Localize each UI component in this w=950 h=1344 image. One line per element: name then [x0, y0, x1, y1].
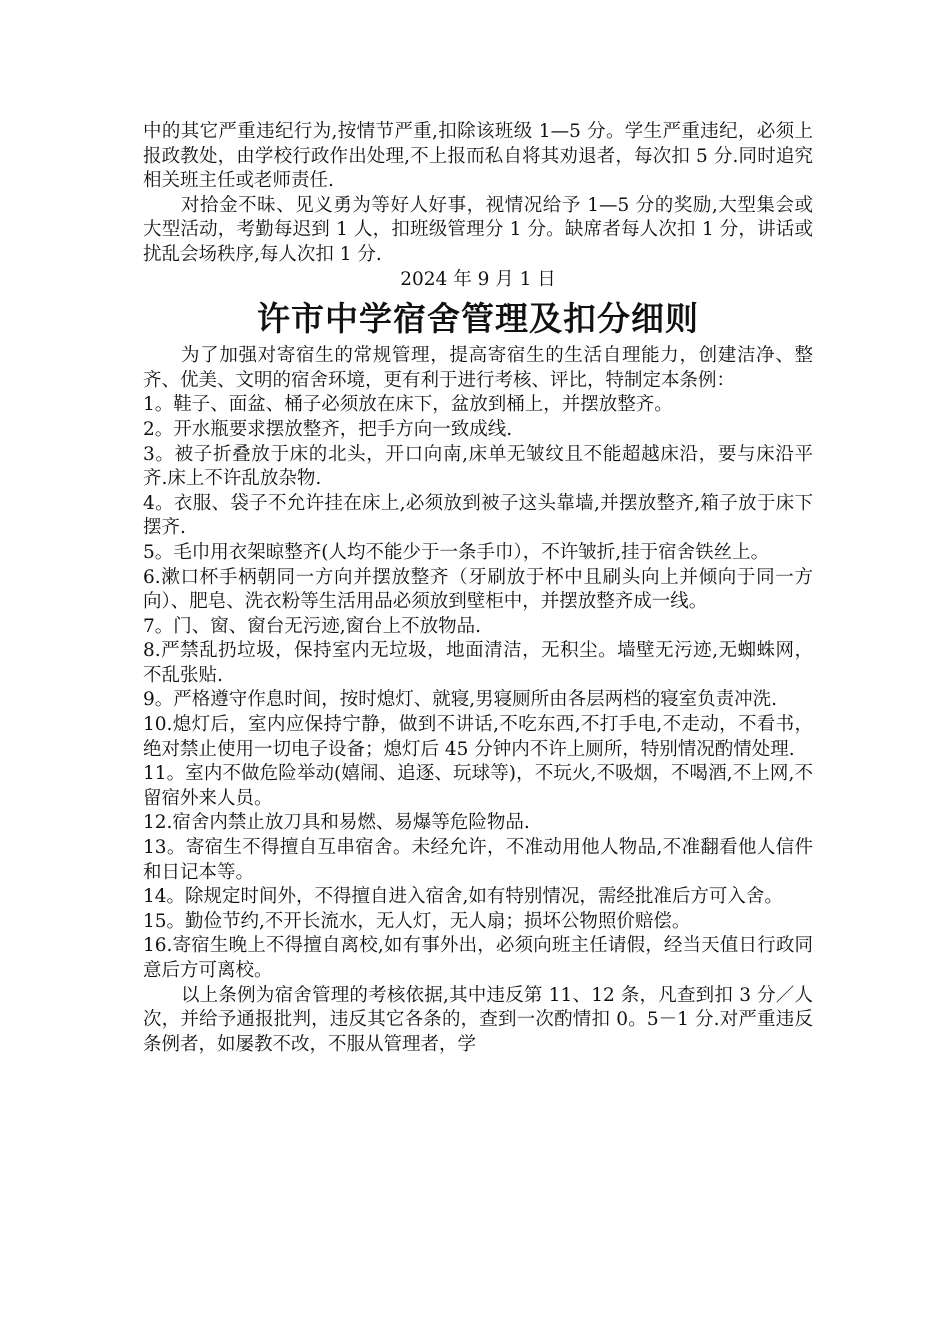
rule-item-14: 14。除规定时间外，不得擅自进入宿舍,如有特别情况，需经批准后方可入舍。	[143, 886, 783, 908]
preamble-paragraph: 为了加强对寄宿生的常规管理，提高寄宿生的生活自理能力，创建洁净、整齐、优美、文明的宿舍环境，更有利于进行考核、评比，特制定本条例：	[143, 345, 813, 391]
document-date: 2024 年 9 月 1 日	[400, 268, 556, 290]
intro-paragraph-1: 中的其它严重违纪行为,按情节严重,扣除该班级 1—5 分。学生严重违纪，必须上报政教处，由学校行政作出处理,不上报而私自将其劝退者，每次扣 5 分.同时追究相关班主任或老师责任.	[143, 121, 813, 192]
closing-paragraph: 以上条例为宿舍管理的考核依据,其中违反第 11、12 条，凡查到扣 3 分／人次，并给予通报批判，违反其它各条的，查到一次酌情扣 0。5－1 分.对严重违反条例者，如屡教不改，不服从管理者，学	[143, 984, 813, 1055]
document-title: 许市中学宿舍管理及扣分细则	[257, 299, 699, 339]
rule-item-3: 3。被子折叠放于床的北头，开口向南,床单无皱纹且不能超越床沿，要与床沿平齐.床上不许乱放杂物.	[143, 443, 813, 490]
rule-item-7: 7。门、窗、窗台无污迹,窗台上不放物品.	[143, 615, 482, 637]
document-page	[143, 120, 813, 1057]
rule-item-10: 10.熄灯后，室内应保持宁静，做到不讲话,不吃东西,不打手电,不走动，不看书，绝对禁止使用一切电子设备；熄灯后 45 分钟内不许上厕所，特别情况酌情处理.	[143, 714, 813, 760]
rule-item-12: 12.宿舍内禁止放刀具和易燃、易爆等危险物品.	[143, 812, 530, 834]
rule-item-13: 13。寄宿生不得擅自互串宿舍。未经允许，不准动用他人物品,不准翻看他人信件和日记本等。	[143, 837, 813, 883]
rule-item-1: 1。鞋子、面盆、桶子必须放在床下，盆放到桶上，并摆放整齐。	[143, 394, 673, 416]
intro-paragraph-2: 对拾金不昧、见义勇为等好人好事，视情况给予 1—5 分的奖励,大型集会或大型活动，考勤每迟到 1 人，扣班级管理分 1 分。缺席者每人次扣 1 分，讲话或扰乱会场秩序,每人次扣 1 分.	[143, 194, 813, 265]
rule-item-11: 11。室内不做危险举动(嬉闹、追逐、玩球等)，不玩火,不吸烟，不喝酒,不上网,不留宿外来人员。	[143, 763, 813, 809]
rule-item-2: 2。开水瓶要求摆放整齐，把手方向一致成线.	[143, 418, 513, 440]
rules-list	[143, 393, 813, 983]
rule-item-9: 9。严格遵守作息时间，按时熄灯、就寝,男寝厕所由各层两档的寝室负责冲洗.	[143, 689, 778, 711]
rule-item-15: 15。勤俭节约,不开长流水，无人灯，无人扇；损坏公物照价赔偿。	[143, 910, 691, 932]
rule-item-6: 6.漱口杯手柄朝同一方向并摆放整齐（牙刷放于杯中且刷头向上并倾向于同一方向）、肥皂、洗衣粉等生活用品必须放到壁柜中，并摆放整齐成一线。	[143, 566, 813, 613]
rule-item-4: 4。衣服、袋子不允许挂在床上,必须放到被子这头靠墙,并摆放整齐,箱子放于床下摆齐.	[143, 492, 813, 539]
rule-item-16: 16.寄宿生晚上不得擅自离校,如有事外出，必须向班主任请假，经当天值日行政同意后方可离校。	[143, 935, 813, 981]
rule-item-5: 5。毛巾用衣架晾整齐(人均不能少于一条手巾），不许皱折,挂于宿舍铁丝上。	[143, 541, 770, 563]
rule-item-8: 8.严禁乱扔垃圾，保持室内无垃圾，地面清洁，无积尘。墙壁无污迹,无蜘蛛网，不乱张贴.	[143, 640, 813, 686]
